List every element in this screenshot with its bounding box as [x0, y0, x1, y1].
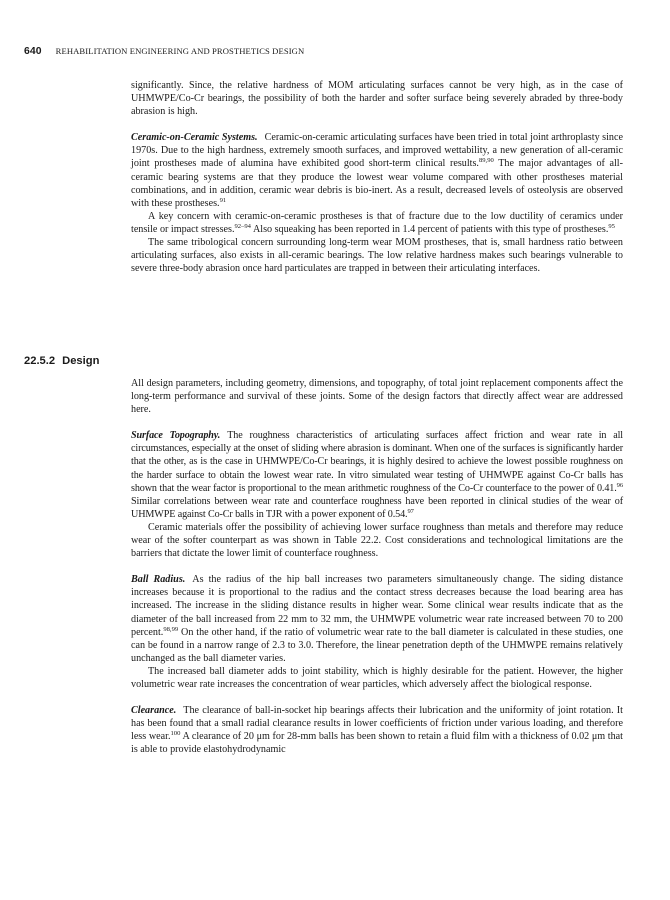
running-head — [24, 46, 644, 57]
citation: 92–94 — [234, 222, 251, 230]
ceramic-p1-text-a: Ceramic-on-ceramic articulating surfaces have been tried in total joint arthroplasty since 1970s. Due to the high hardness, extremely smooth surfaces, and improved wettability, a new generation of all-ceramic joint prostheses made of alumina have exhibited good short-term clinical results. — [131, 132, 623, 170]
surface-run-in-heading: Surface Topography. — [131, 430, 221, 442]
citation: 89,90 — [478, 157, 494, 165]
clearance-p1-text-a: The clearance of ball-in-socket hip bearings affects their lubrication and the uniformity of joint rotation. It has been found that a small radial clearance results in lower coefficients of friction under various loading, and therefore less wear. — [131, 705, 623, 743]
design-block — [131, 377, 623, 756]
clearance-run-in-heading: Clearance. — [131, 705, 177, 717]
citation: 95 — [608, 222, 615, 230]
ball-run-in-heading: Ball Radius. — [131, 574, 186, 586]
citation: 98,99 — [163, 625, 179, 633]
intro-paragraph: significantly. Since, the relative hardness of MOM articulating surfaces cannot be very high, as in the case of UHMWPE/Co-Cr bearings, the possibility of both the harder and softer surface being severely abraded by three-body abrasion is high. — [131, 80, 623, 118]
citation: 91 — [219, 196, 227, 204]
ball-p1-text-a: As the radius of the hip ball increases two parameters simultaneously change. The siding distance increases because it is proportional to the radius and the contact stress decreases because the load bearing area has increased. The increase in the sliding distance results in higher wear. Some clinical wear results indicate that as the diameter of the ball increased from 22 mm to 32 mm, the UHMWPE volumetric wear rate increased between 70 to 200 percent. — [131, 574, 623, 638]
citation: 100 — [170, 730, 181, 738]
ball-paragraph-2: The increased ball diameter adds to joint stability, which is highly desirable for the patient. However, the higher volumetric wear rate increases the concentration of wear particles, which adversely affect the biological response. — [131, 665, 623, 690]
citation: 96 — [616, 481, 623, 489]
ceramic-block — [131, 79, 623, 275]
citation: 97 — [407, 507, 414, 515]
running-title: REHABILITATION ENGINEERING AND PROSTHETICS DESIGN — [55, 46, 305, 56]
ceramic-run-in-heading: Ceramic-on-Ceramic Systems. — [131, 132, 258, 144]
surface-paragraph-2: Ceramic materials offer the possibility of achieving lower surface roughness than metals and therefore may reduce wear of the softer counterpart as was shown in Table 22.2. Cost considerations and technological limitations are the barriers that dictate the lower limit of counterface roughness. — [131, 521, 623, 560]
section-heading — [24, 355, 99, 367]
section-number: 22.5.2 — [24, 355, 56, 367]
ceramic-paragraph-3: The same tribological concern surrounding long-term wear MOM prostheses, that is, small hardness ratio between articulating surfaces, also exists in all-ceramic bearings. The low relative hardness makes such bearings vulnerable to severe three-body abrasion once hard particulates are trapped in between their articulating interfaces. — [131, 237, 623, 275]
surface-paragraph-1 — [131, 429, 623, 521]
surface-p1-text-a: The roughness characteristics of articulating surfaces affect friction and wear rate in all circumstances, especially at the onset of sliding where abrasion is dominant. When one of the surfaces is significantly harder that the other, as is the case in UHMWPE/Co-Cr bearings, it is highly desired to achieve the lowest possible roughness on the harder surface to obtain the lowest wear rate. In vitro simulated wear testing of UHMWPE against Co-Cr balls has shown that the wear factor is proportional to the mean arithmetic roughness of the Co-Cr counterface to the power of 0.41. — [131, 430, 623, 494]
clearance-p1-text-b: A clearance of 20 μm for 28-mm balls has been shown to retain a fluid film with a thickness of 0.02 μm that is able to provide elastohydrodynamic — [131, 731, 623, 756]
ceramic-paragraph-2 — [131, 210, 623, 236]
section-title: Design — [62, 355, 100, 367]
ceramic-p1-text-b: The major advantages of all-ceramic bearing systems are that they produce the lowest wear volume compared with other prostheses material combinations, and in addition, ceramic wear debris is bio-inert. As a result, decreased levels of osteolysis are observed with these prostheses. — [131, 158, 623, 209]
surface-p1-text-b: Similar correlations between wear rate and counterface roughness have been reported in clinical studies of the wear of UHMWPE against Co-Cr balls in TJR with a power exponent of 0.54. — [131, 495, 623, 520]
design-intro-paragraph: All design parameters, including geometry, dimensions, and topography, of total joint replacement components affect the long-term performance and survival of these joints. Some of the design factors that directly affect wear are addressed here. — [131, 378, 623, 416]
ceramic-p2-text-b: Also squeaking has been reported in 1.4 percent of patients with this type of prostheses. — [250, 223, 609, 235]
clearance-paragraph-1 — [131, 704, 623, 756]
ceramic-p2-text-a: A key concern with ceramic-on-ceramic prostheses is that of fracture due to the low ductility of ceramics under tensile or impact stresses. — [131, 210, 623, 235]
page-number: 640 — [24, 46, 42, 57]
ball-p1-text-b: On the other hand, if the ratio of volumetric wear rate to the ball diameter is calculated in these studies, one can be found in a narrow range of 2.3 to 3.0. Therefore, the linear penetration depth of the UHMWPE remains relatively unchanged as the ball diameter varies. — [131, 626, 623, 664]
ceramic-paragraph-1 — [131, 131, 623, 210]
ball-paragraph-1 — [131, 573, 623, 665]
